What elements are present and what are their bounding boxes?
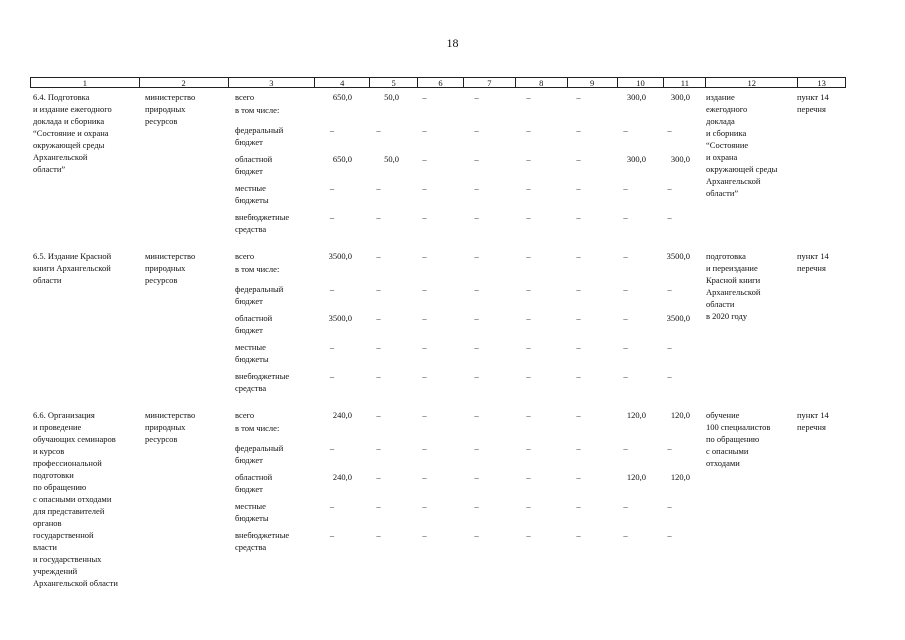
empty-value: – bbox=[376, 371, 381, 381]
empty-value: – bbox=[667, 443, 672, 453]
expected-result: в 2020 году bbox=[706, 311, 748, 321]
funding-source-label: средства bbox=[235, 383, 267, 393]
empty-value: – bbox=[576, 472, 581, 482]
empty-value: – bbox=[474, 212, 479, 222]
empty-value: – bbox=[667, 284, 672, 294]
empty-value: – bbox=[623, 183, 628, 193]
responsible-executor: министерство bbox=[145, 92, 196, 102]
empty-value: – bbox=[422, 313, 427, 323]
empty-value: – bbox=[623, 371, 628, 381]
measure-name: окружающей среды bbox=[33, 140, 105, 150]
measure-name: области bbox=[33, 275, 62, 285]
measure-name: Архангельской области bbox=[33, 578, 118, 588]
funding-value: 3500,0 bbox=[328, 251, 352, 261]
empty-value: – bbox=[422, 530, 427, 540]
empty-value: – bbox=[376, 501, 381, 511]
funding-source-label: внебюджетные bbox=[235, 212, 290, 222]
empty-value: – bbox=[576, 530, 581, 540]
empty-value: – bbox=[576, 443, 581, 453]
funding-source-label: в том числе: bbox=[235, 105, 280, 115]
responsible-executor: ресурсов bbox=[145, 116, 178, 126]
column-header-6: 6 bbox=[418, 78, 464, 87]
empty-value: – bbox=[526, 371, 531, 381]
funding-source-label: внебюджетные bbox=[235, 530, 290, 540]
empty-value: – bbox=[526, 92, 531, 102]
funding-source-label: бюджет bbox=[235, 166, 263, 176]
empty-value: – bbox=[376, 313, 381, 323]
funding-value: 240,0 bbox=[332, 472, 352, 482]
empty-value: – bbox=[422, 125, 427, 135]
empty-value: – bbox=[376, 443, 381, 453]
column-header-7: 7 bbox=[464, 78, 516, 87]
funding-value: 50,0 bbox=[384, 92, 399, 102]
expected-result: Архангельской bbox=[706, 176, 761, 186]
funding-source-label: федеральный bbox=[235, 284, 284, 294]
empty-value: – bbox=[422, 472, 427, 482]
expected-result: и сборника bbox=[706, 128, 747, 138]
list-reference: перечня bbox=[797, 263, 826, 273]
responsible-executor: природных bbox=[145, 263, 186, 273]
empty-value: – bbox=[329, 371, 335, 381]
funding-source-label: бюджет bbox=[235, 296, 263, 306]
empty-value: – bbox=[474, 183, 479, 193]
empty-value: – bbox=[422, 183, 427, 193]
measure-name: органов bbox=[33, 518, 62, 528]
column-header-11: 11 bbox=[664, 78, 706, 87]
empty-value: – bbox=[422, 212, 427, 222]
expected-result: по обращению bbox=[706, 434, 760, 444]
empty-value: – bbox=[526, 125, 531, 135]
empty-value: – bbox=[576, 251, 581, 261]
empty-value: – bbox=[474, 313, 479, 323]
empty-value: – bbox=[474, 472, 479, 482]
responsible-executor: министерство bbox=[145, 251, 196, 261]
empty-value: – bbox=[474, 530, 479, 540]
expected-result: отходами bbox=[706, 458, 740, 468]
funding-source-label: областной bbox=[235, 154, 273, 164]
funding-value: 650,0 bbox=[332, 92, 352, 102]
measure-name: для представителей bbox=[33, 506, 105, 516]
funding-source-label: федеральный bbox=[235, 125, 284, 135]
column-number-header bbox=[30, 77, 846, 88]
empty-value: – bbox=[526, 183, 531, 193]
list-reference: пункт 14 bbox=[797, 251, 829, 261]
expected-result: ежегодного bbox=[706, 104, 748, 114]
column-header-5: 5 bbox=[370, 78, 418, 87]
empty-value: – bbox=[623, 212, 628, 222]
funding-value: 300,0 bbox=[626, 92, 646, 102]
empty-value: – bbox=[623, 313, 628, 323]
empty-value: – bbox=[623, 501, 628, 511]
measure-name: подготовки bbox=[33, 470, 74, 480]
column-header-10: 10 bbox=[618, 78, 665, 87]
list-reference: перечня bbox=[797, 422, 826, 432]
column-header-12: 12 bbox=[706, 78, 798, 87]
column-header-1: 1 bbox=[31, 78, 140, 87]
measure-name: учреждений bbox=[33, 566, 78, 576]
empty-value: – bbox=[329, 443, 335, 453]
empty-value: – bbox=[329, 125, 335, 135]
funding-source-label: федеральный bbox=[235, 443, 284, 453]
expected-result: Красной книги bbox=[706, 275, 761, 285]
measure-name: и проведение bbox=[33, 422, 82, 432]
empty-value: – bbox=[422, 284, 427, 294]
empty-value: – bbox=[376, 472, 381, 482]
empty-value: – bbox=[422, 443, 427, 453]
empty-value: – bbox=[376, 410, 381, 420]
funding-source-label: бюджет bbox=[235, 455, 263, 465]
measure-name: государственной bbox=[33, 530, 94, 540]
expected-result: области” bbox=[706, 188, 739, 198]
empty-value: – bbox=[526, 530, 531, 540]
empty-value: – bbox=[376, 342, 381, 352]
expected-result: с опасными bbox=[706, 446, 749, 456]
column-header-8: 8 bbox=[516, 78, 568, 87]
empty-value: – bbox=[329, 284, 335, 294]
funding-value: 650,0 bbox=[332, 154, 352, 164]
empty-value: – bbox=[576, 154, 581, 164]
funding-source-label: местные bbox=[235, 501, 266, 511]
funding-source-label: внебюджетные bbox=[235, 371, 290, 381]
empty-value: – bbox=[576, 313, 581, 323]
funding-source-label: средства bbox=[235, 542, 267, 552]
expected-result: подготовка bbox=[706, 251, 746, 261]
funding-value: 120,0 bbox=[626, 472, 646, 482]
expected-result: 100 специалистов bbox=[706, 422, 771, 432]
empty-value: – bbox=[422, 251, 427, 261]
empty-value: – bbox=[376, 183, 381, 193]
empty-value: – bbox=[623, 125, 628, 135]
empty-value: – bbox=[576, 284, 581, 294]
funding-value: 3500,0 bbox=[666, 313, 690, 323]
empty-value: – bbox=[422, 410, 427, 420]
empty-value: – bbox=[422, 342, 427, 352]
responsible-executor: ресурсов bbox=[145, 275, 178, 285]
list-reference: пункт 14 bbox=[797, 92, 829, 102]
expected-result: издание bbox=[706, 92, 735, 102]
empty-value: – bbox=[474, 342, 479, 352]
empty-value: – bbox=[576, 342, 581, 352]
expected-result: области bbox=[706, 299, 735, 309]
funding-source-label: в том числе: bbox=[235, 423, 280, 433]
empty-value: – bbox=[329, 342, 335, 352]
empty-value: – bbox=[623, 443, 628, 453]
measure-name: Архангельской bbox=[33, 152, 88, 162]
measure-name: и государственных bbox=[33, 554, 102, 564]
empty-value: – bbox=[526, 410, 531, 420]
empty-value: – bbox=[576, 371, 581, 381]
empty-value: – bbox=[623, 251, 628, 261]
empty-value: – bbox=[376, 251, 381, 261]
empty-value: – bbox=[474, 125, 479, 135]
funding-source-label: бюджет bbox=[235, 484, 263, 494]
funding-source-label: бюджеты bbox=[235, 195, 269, 205]
empty-value: – bbox=[667, 342, 672, 352]
measure-name: 6.6. Организация bbox=[33, 410, 95, 420]
column-header-9: 9 bbox=[568, 78, 618, 87]
measure-name: 6.5. Издание Красной bbox=[33, 251, 112, 261]
empty-value: – bbox=[576, 212, 581, 222]
empty-value: – bbox=[576, 183, 581, 193]
funding-value: 300,0 bbox=[626, 154, 646, 164]
empty-value: – bbox=[329, 212, 335, 222]
measure-name: доклада и сборника bbox=[33, 116, 105, 126]
empty-value: – bbox=[474, 443, 479, 453]
responsible-executor: природных bbox=[145, 104, 186, 114]
funding-source-label: бюджет bbox=[235, 325, 263, 335]
empty-value: – bbox=[422, 92, 427, 102]
column-header-13: 13 bbox=[817, 78, 826, 88]
empty-value: – bbox=[526, 313, 531, 323]
expected-result: и охрана bbox=[706, 152, 738, 162]
empty-value: – bbox=[623, 530, 628, 540]
empty-value: – bbox=[329, 501, 335, 511]
measure-name: власти bbox=[33, 542, 57, 552]
funding-source-label: бюджет bbox=[235, 137, 263, 147]
funding-source-label: бюджеты bbox=[235, 513, 269, 523]
funding-value: 300,0 bbox=[670, 154, 690, 164]
empty-value: – bbox=[376, 284, 381, 294]
empty-value: – bbox=[526, 342, 531, 352]
empty-value: – bbox=[576, 410, 581, 420]
funding-source-label: средства bbox=[235, 224, 267, 234]
measure-name: и курсов bbox=[33, 446, 65, 456]
measure-name: 6.4. Подготовка bbox=[33, 92, 90, 102]
empty-value: – bbox=[576, 92, 581, 102]
expected-result: окружающей среды bbox=[706, 164, 778, 174]
empty-value: – bbox=[474, 501, 479, 511]
funding-value: 120,0 bbox=[626, 410, 646, 420]
empty-value: – bbox=[422, 371, 427, 381]
funding-source-label: бюджеты bbox=[235, 354, 269, 364]
funding-source-label: в том числе: bbox=[235, 264, 280, 274]
empty-value: – bbox=[526, 443, 531, 453]
empty-value: – bbox=[526, 154, 531, 164]
column-header-4: 4 bbox=[315, 78, 370, 87]
empty-value: – bbox=[526, 284, 531, 294]
funding-source-label: местные bbox=[235, 342, 266, 352]
funding-source-label: всего bbox=[235, 410, 255, 420]
empty-value: – bbox=[667, 371, 672, 381]
expected-result: и переиздание bbox=[706, 263, 758, 273]
empty-value: – bbox=[667, 501, 672, 511]
funding-source-label: областной bbox=[235, 313, 273, 323]
empty-value: – bbox=[623, 284, 628, 294]
expected-result: доклада bbox=[706, 116, 735, 126]
empty-value: – bbox=[667, 183, 672, 193]
measure-name: и издание ежегодного bbox=[33, 104, 112, 114]
measure-name: по обращению bbox=[33, 482, 87, 492]
funding-value: 3500,0 bbox=[328, 313, 352, 323]
empty-value: – bbox=[474, 251, 479, 261]
responsible-executor: министерство bbox=[145, 410, 196, 420]
page-number: 18 bbox=[446, 36, 459, 50]
column-header-3: 3 bbox=[229, 78, 316, 87]
measure-name: обучающих семинаров bbox=[33, 434, 116, 444]
measure-name: профессиональной bbox=[33, 458, 102, 468]
empty-value: – bbox=[474, 284, 479, 294]
empty-value: – bbox=[667, 212, 672, 222]
funding-value: 3500,0 bbox=[666, 251, 690, 261]
column-header-2: 2 bbox=[140, 78, 229, 87]
expected-result: Архангельской bbox=[706, 287, 761, 297]
empty-value: – bbox=[474, 154, 479, 164]
funding-value: 120,0 bbox=[670, 410, 690, 420]
expected-result: обучение bbox=[706, 410, 740, 420]
empty-value: – bbox=[474, 410, 479, 420]
measure-name: “Состояние и охрана bbox=[33, 128, 109, 138]
measure-name: книги Архангельской bbox=[33, 263, 111, 273]
empty-value: – bbox=[526, 472, 531, 482]
empty-value: – bbox=[526, 501, 531, 511]
responsible-executor: природных bbox=[145, 422, 186, 432]
empty-value: – bbox=[526, 212, 531, 222]
empty-value: – bbox=[576, 501, 581, 511]
empty-value: – bbox=[422, 501, 427, 511]
empty-value: – bbox=[474, 371, 479, 381]
funding-value: 300,0 bbox=[670, 92, 690, 102]
empty-value: – bbox=[623, 342, 628, 352]
measure-name: области” bbox=[33, 164, 66, 174]
empty-value: – bbox=[329, 183, 335, 193]
list-reference: пункт 14 bbox=[797, 410, 829, 420]
funding-source-label: всего bbox=[235, 251, 255, 261]
empty-value: – bbox=[526, 251, 531, 261]
funding-source-label: областной bbox=[235, 472, 273, 482]
empty-value: – bbox=[667, 125, 672, 135]
empty-value: – bbox=[376, 125, 381, 135]
measure-name: с опасными отходами bbox=[33, 494, 112, 504]
empty-value: – bbox=[376, 212, 381, 222]
list-reference: перечня bbox=[797, 104, 826, 114]
empty-value: – bbox=[422, 154, 427, 164]
expected-result: “Состояние bbox=[706, 140, 749, 150]
empty-value: – bbox=[667, 530, 672, 540]
funding-value: 50,0 bbox=[384, 154, 399, 164]
empty-value: – bbox=[376, 530, 381, 540]
empty-value: – bbox=[474, 92, 479, 102]
funding-value: 240,0 bbox=[332, 410, 352, 420]
responsible-executor: ресурсов bbox=[145, 434, 178, 444]
funding-source-label: местные bbox=[235, 183, 266, 193]
empty-value: – bbox=[329, 530, 335, 540]
funding-source-label: всего bbox=[235, 92, 255, 102]
empty-value: – bbox=[576, 125, 581, 135]
funding-value: 120,0 bbox=[670, 472, 690, 482]
